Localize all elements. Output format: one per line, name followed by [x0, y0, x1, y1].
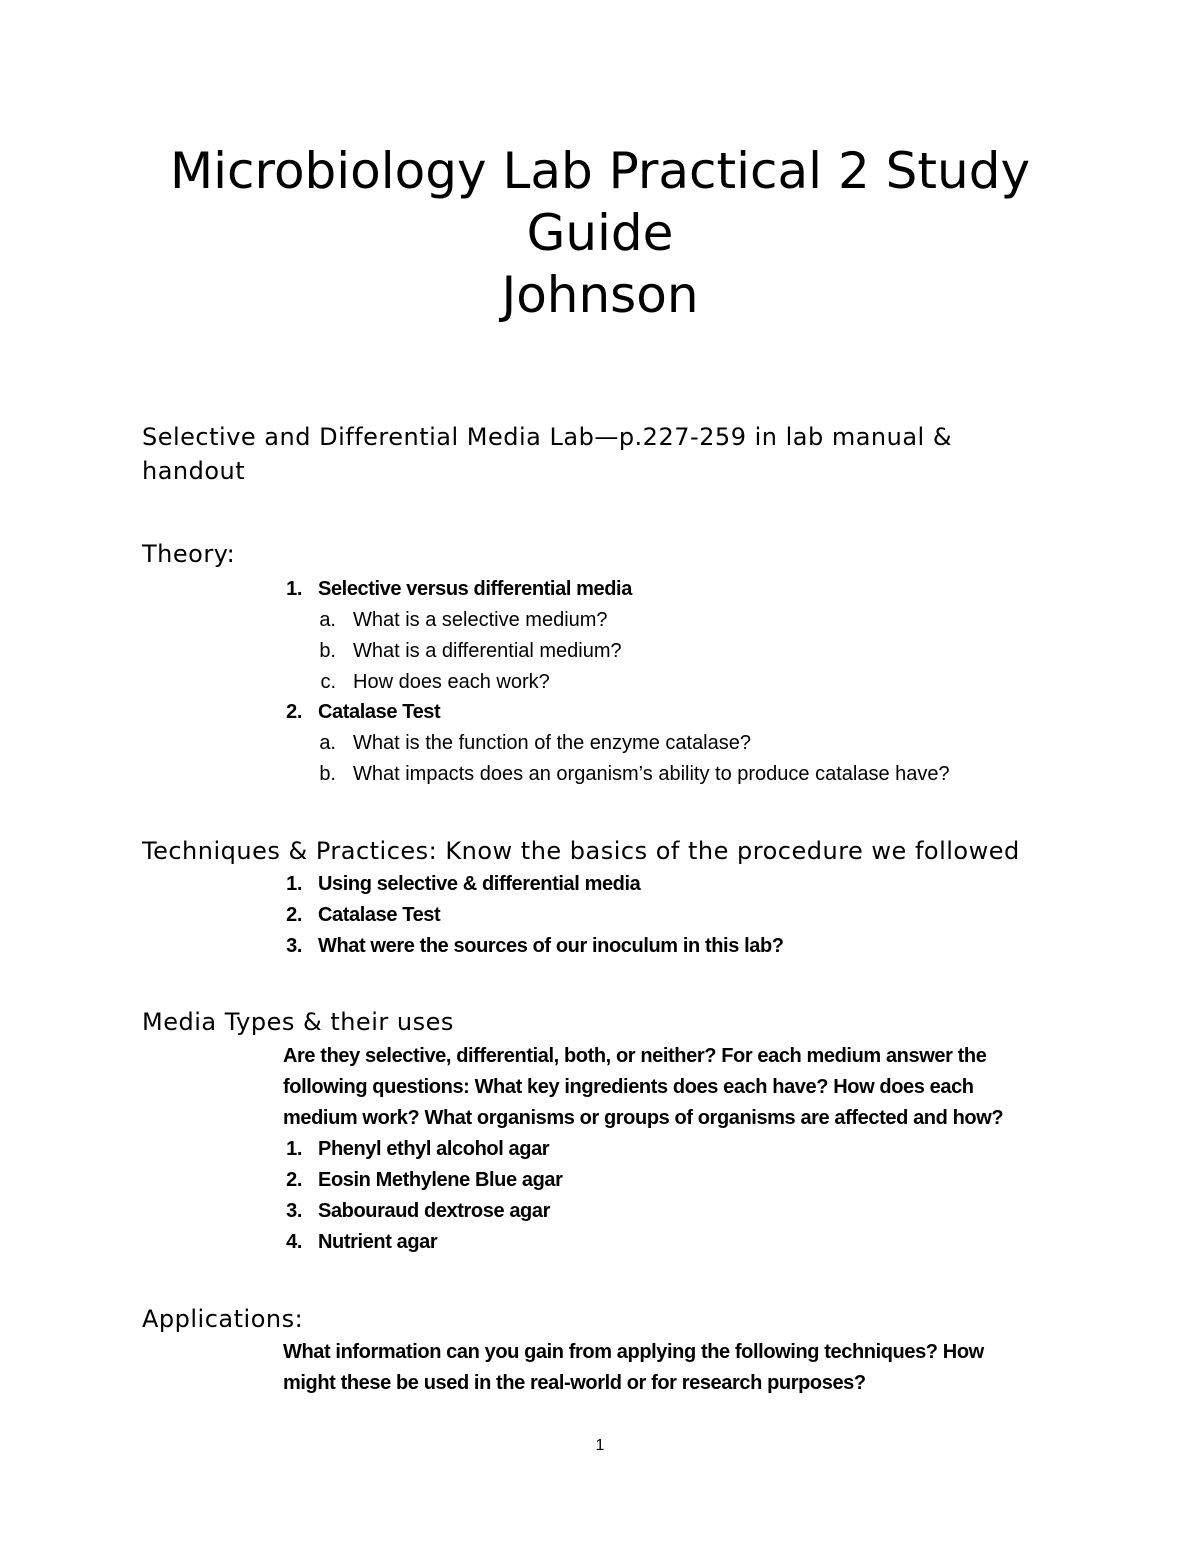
subitem-text: What is a selective medium? [353, 609, 608, 631]
applications-intro-line: What information can you gain from applying the following techniques? How [283, 1341, 984, 1363]
item-text: Nutrient agar [318, 1231, 438, 1253]
title-line-3: Johnson [501, 266, 699, 324]
subitem-letter: a. [319, 732, 336, 754]
media-intro-line: following questions: What key ingredients does each have? How does each [283, 1076, 974, 1098]
lab-heading-line-2: handout [142, 457, 246, 485]
subitem-text: What impacts does an organism’s ability to produce catalase have? [353, 763, 950, 785]
applications-intro-line: might these be used in the real-world or for research purposes? [283, 1372, 866, 1394]
item-number: 4. [286, 1231, 302, 1253]
item-text: What were the sources of our inoculum in this lab? [318, 935, 784, 957]
item-number: 1. [286, 873, 302, 895]
subitem-letter: b. [319, 763, 336, 785]
subitem-text: What is the function of the enzyme catalase? [353, 732, 751, 754]
theory-item-2-label: Catalase Test [318, 701, 441, 723]
item-text: Catalase Test [318, 904, 441, 926]
item-number: 2. [286, 904, 302, 926]
document-title [100, 140, 1100, 326]
subitem-text: What is a differential medium? [353, 640, 622, 662]
subitem-letter: a. [319, 609, 336, 631]
item-text: Phenyl ethyl alcohol agar [318, 1138, 550, 1160]
item-number: 3. [286, 935, 302, 957]
theory-item-2-number: 2. [286, 701, 302, 723]
item-text: Using selective & differential media [318, 873, 641, 895]
title-line-2: Guide [526, 204, 674, 262]
title-line-1: Microbiology Lab Practical 2 Study [169, 142, 1031, 200]
media-heading: Media Types & their uses [142, 1008, 454, 1036]
lab-section-heading [142, 420, 952, 488]
item-number: 2. [286, 1169, 302, 1191]
applications-heading: Applications: [142, 1305, 304, 1333]
subitem-text: How does each work? [353, 671, 550, 693]
item-number: 3. [286, 1200, 302, 1222]
item-number: 1. [286, 1138, 302, 1160]
subitem-letter: c. [320, 671, 336, 693]
lab-heading-line-1: Selective and Differential Media Lab—p.227-259 in lab manual & [142, 423, 953, 451]
media-intro-line: Are they selective, differential, both, or neither? For each medium answer the [283, 1045, 987, 1067]
theory-item-1-label: Selective versus differential media [318, 578, 632, 600]
media-intro-line: medium work? What organisms or groups of organisms are affected and how? [283, 1107, 1004, 1129]
page-number: 1 [595, 1437, 605, 1454]
theory-item-1-number: 1. [286, 578, 302, 600]
item-text: Sabouraud dextrose agar [318, 1200, 550, 1222]
theory-heading: Theory: [142, 540, 236, 568]
item-text: Eosin Methylene Blue agar [318, 1169, 563, 1191]
techniques-heading: Techniques & Practices: Know the basics of the procedure we followed [142, 837, 1020, 865]
subitem-letter: b. [319, 640, 336, 662]
